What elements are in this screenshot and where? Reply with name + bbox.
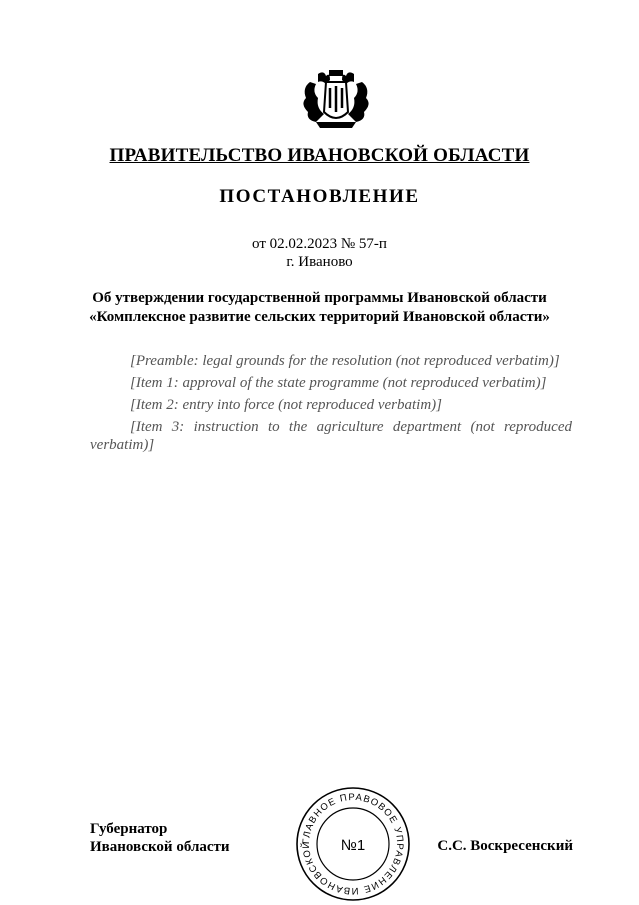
document-subject	[60, 289, 579, 327]
official-stamp	[294, 785, 412, 903]
stamp-number: №1	[340, 837, 366, 854]
signer-role-line-2: Ивановской области	[90, 839, 230, 855]
stamp-ring-text: ГЛАВНОЕ ПРАВОВОЕ УПРАВЛЕНИЕ ИВАНОВСКОЙ	[300, 791, 406, 897]
government-title: ПРАВИТЕЛЬСТВО ИВАНОВСКОЙ ОБЛАСТИ	[109, 145, 530, 166]
city: г. Иваново	[286, 254, 353, 270]
subject-line-2: «Комплексное развитие сельских территорий Ивановской области»	[89, 309, 550, 325]
item-3-paragraph: [Item 3: instruction to the agriculture department (not reproduced verbatim)]	[90, 419, 572, 453]
signer-name: С.С. Воскресенский	[437, 838, 573, 854]
preamble-paragraph: [Preamble: legal grounds for the resolution (not reproduced verbatim)]	[130, 353, 560, 369]
signer-role-line-1: Губернатор	[90, 821, 168, 837]
document-body	[90, 352, 572, 458]
date-number: от 02.02.2023 № 57-п	[252, 236, 387, 252]
signer-role	[90, 820, 230, 856]
document-type: ПОСТАНОВЛЕНИЕ	[219, 186, 420, 207]
item-2-paragraph: [Item 2: entry into force (not reproduced verbatim)]	[130, 397, 443, 413]
coat-of-arms-icon	[296, 68, 376, 130]
subject-line-1: Об утверждении государственной программы Ивановской области	[92, 290, 547, 306]
item-1-paragraph: [Item 1: approval of the state programme (not reproduced verbatim)]	[130, 375, 547, 391]
